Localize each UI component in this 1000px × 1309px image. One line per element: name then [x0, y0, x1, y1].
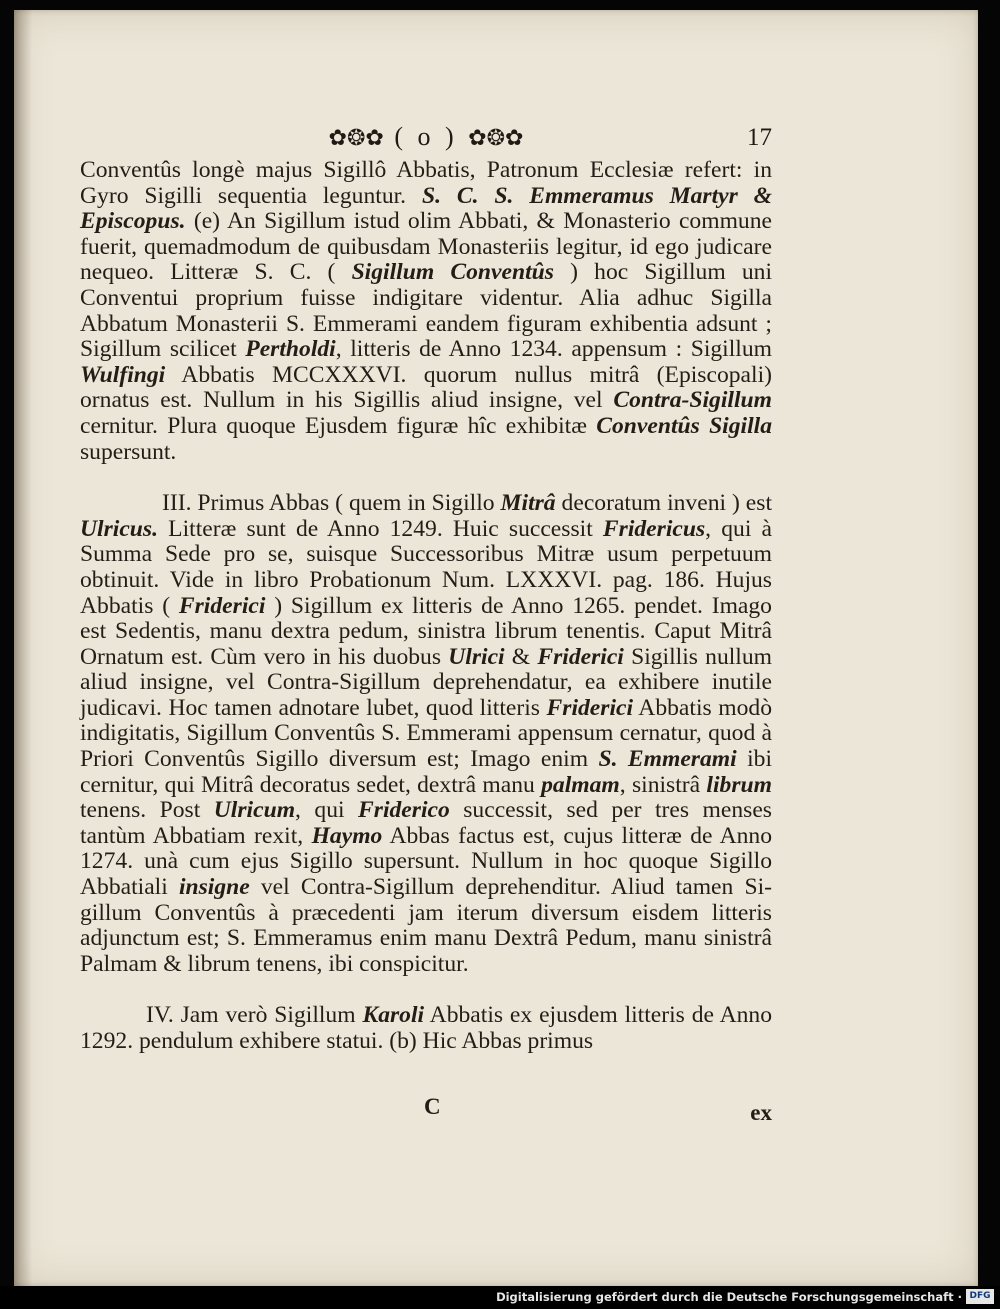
italic-segment: Haymo [311, 822, 383, 849]
page-footer [80, 1094, 772, 1124]
digitization-credit-bar [0, 1286, 1000, 1309]
text-segment: ibi cernitur, qui Mitrâ decoratus sedet, dextrâ manu [80, 746, 773, 798]
italic-segment: librum [706, 771, 772, 798]
italic-segment: Friderico [358, 797, 450, 824]
italic-segment: S. Emmerami [598, 746, 737, 773]
italic-segment: S. C. S. Emmeramus Martyr & Episcopus. [80, 182, 772, 235]
text-segment: Abbatis MCCXXXVI. quorum nullus mitrâ (Episcopali) ornatus est. Nullum in his Sigillis aliud insigne, vel [80, 361, 772, 414]
text-segment: Abbatis modò indigitatis, Sigillum Conventûs S. Emmerami appensum cernatur, quod à Priori Conventûs Sigillo diversum est; Imago enim [80, 694, 772, 773]
text-segment: , qui à Summa Sede pro se, suisque Successoribus Mitræ usum perpetuum obtinuit. Vide in libro Probationum Num. LXXXVI. pag. 186. Hujus Abbatis ( [80, 515, 772, 619]
text-segment: III. Primus Abbas ( quem in Sigillo [162, 490, 501, 517]
text-segment: Abbatis ex ejusdem litteris de Anno 1292. pendulum exhibere statui. (b) Hic Abbas primus [80, 1002, 772, 1054]
italic-segment: Karoli [362, 1002, 425, 1029]
text-segment: , litteris de Anno 1234. appensum : Sigillum [335, 336, 772, 363]
paragraph [80, 158, 772, 465]
page-header [80, 122, 772, 156]
text-segment: , sinistrâ [619, 771, 707, 798]
paragraph [80, 491, 772, 977]
dfg-logo: DFG [966, 1289, 994, 1304]
ornament-right: ✿❂✿ [468, 125, 524, 150]
text-segment: Litteræ sunt de Anno 1249. Huic successit [158, 515, 603, 542]
text-segment: cernitur. Plura quoque Ejusdem figuræ hîc exhibitæ [80, 412, 597, 439]
italic-segment: Fridericus [602, 515, 706, 542]
running-head [80, 122, 772, 153]
italic-segment: insigne [178, 874, 250, 901]
italic-segment: Sigillum Conventûs [351, 259, 554, 286]
italic-segment: palmam [541, 771, 620, 798]
running-head-text: ( o ) [394, 122, 458, 151]
italic-segment: Ulrici [448, 643, 505, 670]
catchword: ex [750, 1100, 772, 1125]
body-text [80, 158, 772, 1055]
italic-segment: Conventûs Sigilla [596, 412, 773, 439]
text-segment: decoratum inveni ) est [555, 490, 773, 517]
text-segment: ) Sigillum ex litteris de Anno 1265. pendet. Imago est Sedentis, manu dextra pedum, sinistra librum tenentis. Caput Mitrâ Ornatum est. Cùm vero in his duobus [80, 592, 772, 670]
italic-segment: Friderici [546, 694, 634, 721]
page-gutter-shadow [14, 10, 32, 1286]
italic-segment: Contra-Sigillum [613, 387, 772, 414]
signature-mark: C [424, 1094, 441, 1119]
italic-segment: Friderici [178, 592, 266, 619]
italic-segment: Pertholdi [245, 336, 336, 363]
italic-segment: Friderici [537, 643, 624, 670]
italic-segment: Wulfingi [80, 361, 166, 388]
text-segment: , qui [295, 797, 359, 824]
paragraph [80, 1003, 772, 1054]
text-segment: Conventûs longè majus Sigillô Abbatis, Patronum Ecclesiæ refert: in Gyro Sigilli sequentia leguntur. [80, 157, 772, 209]
text-segment: (e) An Sigillum istud olim Abbati, & Monasterio commune fuerit, quemadmodum de quibusdam Monasteriis legitur, id ego judicare nequeo. Litteræ S. C. ( [80, 208, 772, 286]
credit-text: Digitalisierung gefördert durch die Deutsche Forschungsgemeinschaft · [496, 1290, 962, 1304]
text-segment: Sigillis nullum aliud insigne, vel Contra-Sigillum deprehendatur, ea exhibere inutile judicavi. Hoc tamen adnotare lubet, quod litteris [80, 643, 773, 721]
text-segment: IV. Jam verò Sigillum [146, 1002, 363, 1029]
text-segment: tenens. Post [80, 797, 214, 824]
page-number: 17 [747, 124, 772, 151]
italic-segment: Ulricum [213, 797, 296, 824]
text-segment: Abbas factus est, cujus litteræ de Anno 1274. unà cum ejus Sigillo supersunt. Nullum in hoc quoque Sigillo Abbatiali [80, 822, 772, 901]
ornament-left: ✿❂✿ [328, 125, 384, 150]
book-page [14, 10, 978, 1286]
italic-segment: Ulricus. [80, 515, 159, 542]
italic-segment: Mitrâ [500, 490, 556, 517]
text-segment: supersunt. [80, 438, 177, 465]
text-segment: vel Contra-Sigillum deprehenditur. Aliud tamen Sigillum Conventûs à præcedenti jam iterum diversum eisdem litteris adjunctum est; S. Emmeramus enim manu Dextrâ Pedum, manu sinistrâ Palmam & librum tenens, ibi conspicitur. [80, 874, 772, 977]
text-segment: & [504, 643, 538, 670]
text-segment: successit, sed per tres menses tantùm Abbatiam rexit, [80, 797, 772, 849]
text-segment: ) hoc Sigillum uni Conventui proprium fuisse indigitare videntur. Alia adhuc Sigilla Abbatum Monasterii S. Emmerami eandem figuram exhibentia adsunt ; Sigillum scilicet [80, 259, 772, 363]
